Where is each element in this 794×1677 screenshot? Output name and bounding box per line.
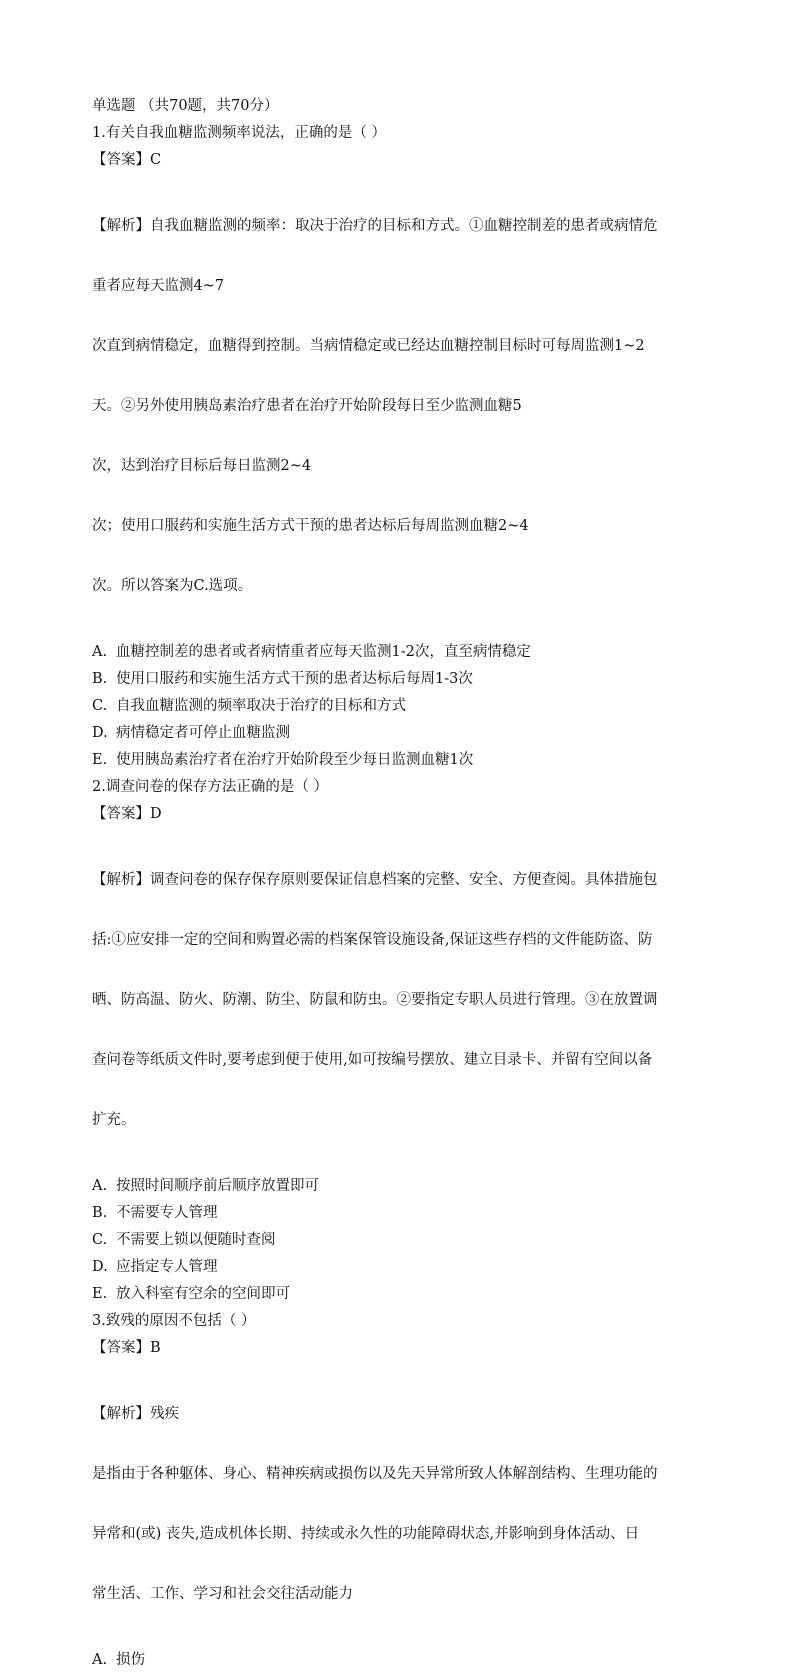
option-label: D. — [92, 1259, 108, 1275]
section-heading: 单选题 （共70题，共70分） — [92, 98, 279, 114]
analysis-line: 次直到病情稳定，血糖得到控制。当病情稳定或已经达血糖控制目标时可每周监测1~2 — [92, 338, 645, 354]
option-item — [92, 669, 712, 689]
analysis-line: 次。所以答案为C.选项。 — [92, 578, 253, 594]
analysis-line: 【解析】自我血糖监测的频率：取决于治疗的目标和方式。①血糖控制差的患者或病情危 — [92, 218, 658, 234]
analysis-line: 是指由于各种躯体、身心、精神疾病或损伤以及先天异常所致人体解剖结构、生理功能的 — [92, 1466, 658, 1482]
analysis-line: 【解析】调查问卷的保存保存原则要保证信息档案的完整、安全、方便查阅。具体措施包 — [92, 872, 658, 888]
analysis-block — [92, 830, 712, 1170]
answer-line: 【答案】D — [92, 806, 162, 822]
option-label: B. — [92, 671, 108, 687]
option-text: 不需要上锁以便随时查阅 — [116, 1232, 276, 1248]
option-label: C. — [92, 698, 108, 714]
option-item — [92, 1257, 712, 1277]
option-text: 应指定专人管理 — [116, 1259, 218, 1275]
option-label: D. — [92, 725, 108, 741]
analysis-line: 晒、防高温、防火、防潮、防尘、防鼠和防虫。②要指定专职人员进行管理。③在放置调 — [92, 992, 658, 1008]
option-item — [92, 642, 712, 662]
option-text: 使用口服药和实施生活方式干预的患者达标后每周1-3次 — [116, 671, 473, 687]
option-text: 自我血糖监测的频率取决于治疗的目标和方式 — [116, 698, 406, 714]
question-block — [92, 777, 712, 1304]
analysis-line: 扩充。 — [92, 1112, 136, 1128]
analysis-line: 括:①应安排一定的空间和购置必需的档案保管设施设备,保证这些存档的文件能防盗、防 — [92, 932, 653, 948]
analysis-block — [92, 1364, 712, 1644]
question-block — [92, 1311, 712, 1670]
document-page — [92, 96, 712, 1677]
question-stem: 2.调查问卷的保存方法正确的是（ ） — [92, 779, 328, 795]
option-label: E. — [92, 752, 108, 768]
option-text: 使用胰岛素治疗者在治疗开始阶段至少每日监测血糖1次 — [116, 752, 474, 768]
option-item — [92, 1176, 712, 1196]
option-label: E. — [92, 1286, 108, 1302]
answer-line: 【答案】B — [92, 1340, 161, 1356]
option-item — [92, 696, 712, 716]
option-text: 按照时间顺序前后顺序放置即可 — [116, 1178, 319, 1194]
option-text: 放入科室有空余的空间即可 — [116, 1286, 290, 1302]
option-label: A. — [92, 1652, 108, 1668]
analysis-line: 次，达到治疗目标后每日监测2~4 — [92, 458, 312, 474]
option-text: 损伤 — [116, 1652, 145, 1668]
question-stem: 1.有关自我血糖监测频率说法，正确的是（ ） — [92, 125, 386, 141]
option-label: A. — [92, 644, 108, 660]
question-block — [92, 123, 712, 770]
answer-line: 【答案】C — [92, 152, 162, 168]
option-text: 血糖控制差的患者或者病情重者应每天监测1-2次，直至病情稳定 — [116, 644, 531, 660]
option-item — [92, 1203, 712, 1223]
option-label: B. — [92, 1205, 108, 1221]
analysis-line: 次；使用口服药和实施生活方式干预的患者达标后每周监测血糖2~4 — [92, 518, 529, 534]
option-item — [92, 723, 712, 743]
option-item — [92, 1230, 712, 1250]
option-item — [92, 1284, 712, 1304]
question-stem: 3.致残的原因不包括（ ） — [92, 1313, 256, 1329]
analysis-line: 天。②另外使用胰岛素治疗患者在治疗开始阶段每日至少监测血糖5 — [92, 398, 522, 414]
analysis-line: 常生活、工作、学习和社会交往活动能力 — [92, 1586, 353, 1602]
option-item — [92, 1650, 712, 1670]
option-text: 病情稳定者可停止血糖监测 — [116, 725, 290, 741]
analysis-line: 重者应每天监测4~7 — [92, 278, 225, 294]
option-label: C. — [92, 1232, 108, 1248]
analysis-line: 【解析】残疾 — [92, 1406, 179, 1422]
option-label: A. — [92, 1178, 108, 1194]
analysis-line: 异常和(或) 丧失,造成机体长期、持续或永久性的功能障碍状态,并影响到身体活动、日 — [92, 1526, 640, 1542]
option-item — [92, 750, 712, 770]
option-text: 不需要专人管理 — [116, 1205, 218, 1221]
analysis-line: 查问卷等纸质文件时,要考虑到便于使用,如可按编号摆放、建立目录卡、并留有空间以备 — [92, 1052, 653, 1068]
analysis-block — [92, 176, 712, 636]
